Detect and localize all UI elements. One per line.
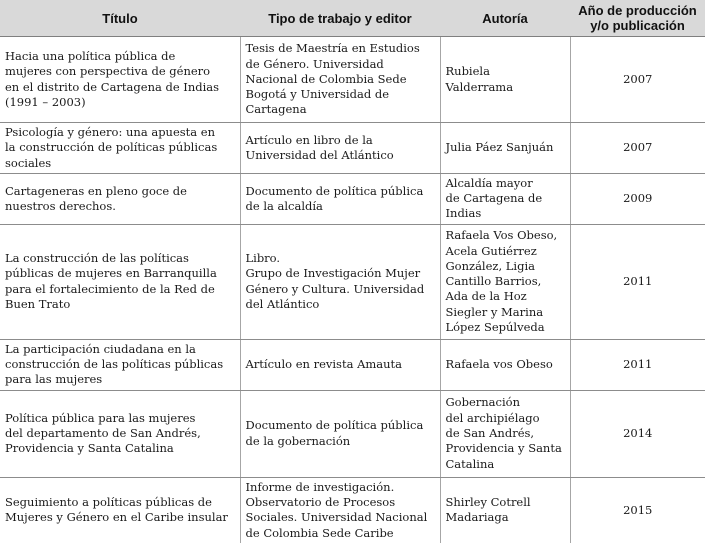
cell-anio: 2011 (570, 339, 705, 390)
table-row (0, 224, 705, 339)
cell-tipo: Tesis de Maestría en Estudios de Género. Universidad Nacional de Colombia Sede Bogotá y Universidad de Cartagena (240, 37, 440, 123)
cell-autoria: Rubiela Valderrama (440, 37, 570, 123)
cell-titulo: Seguimiento a políticas públicas de Mujeres y Género en el Caribe insular (0, 477, 240, 543)
cell-autoria: Julia Páez Sanjuán (440, 123, 570, 174)
cell-titulo: La participación ciudadana en la construcción de las políticas públicas para las mujeres (0, 339, 240, 390)
cell-titulo: La construcción de las políticas públicas de mujeres en Barranquilla para el fortalecimiento de la Red de Buen Trato (0, 224, 240, 339)
cell-tipo: Documento de política pública de la alcaldía (240, 173, 440, 224)
cell-anio: 2007 (570, 37, 705, 123)
table-row (0, 339, 705, 390)
table-row (0, 477, 705, 543)
header-tipo: Tipo de trabajo y editor (240, 0, 440, 37)
cell-tipo: Artículo en libro de la Universidad del Atlántico (240, 123, 440, 174)
cell-titulo: Cartageneras en pleno goce de nuestros derechos. (0, 173, 240, 224)
cell-autoria: Shirley Cotrell Madariaga (440, 477, 570, 543)
table-row (0, 37, 705, 123)
header-anio: Año de producción y/o publicación (570, 0, 705, 37)
table-row (0, 123, 705, 174)
cell-anio: 2015 (623, 502, 653, 517)
cell-anio: 2007 (570, 123, 705, 174)
cell-tipo: Documento de política pública de la gobernación (240, 390, 440, 477)
cell-autoria: Gobernación del archipiélago de San Andrés, Providencia y Santa Catalina (440, 390, 570, 477)
cell-titulo: Política pública para las mujeres del departamento de San Andrés, Providencia y Santa Catalina (0, 390, 240, 477)
cell-anio: 2009 (570, 173, 705, 224)
cell-titulo: Psicología y género: una apuesta en la construcción de políticas públicas sociales (0, 123, 240, 174)
header-titulo: Título (0, 0, 240, 37)
cell-tipo: Libro. Grupo de Investigación Mujer Género y Cultura. Universidad del Atlántico (240, 224, 440, 339)
cell-anio: 2014 (570, 390, 705, 477)
cell-tipo: Artículo en revista Amauta (240, 339, 440, 390)
table-row (0, 390, 705, 477)
cell-titulo: Hacia una política pública de mujeres con perspectiva de género en el distrito de Cartagena de Indias (1991 – 2003) (0, 37, 240, 123)
table-row (0, 173, 705, 224)
cell-autoria: Alcaldía mayor de Cartagena de Indias (440, 173, 570, 224)
cell-tipo: Informe de investigación. Observatorio de Procesos Sociales. Universidad Nacional de Colombia Sede Caribe (240, 477, 440, 543)
table-header-row (0, 0, 705, 37)
cell-anio: 2011 (570, 224, 705, 339)
cell-autoria: Rafaela vos Obeso (440, 339, 570, 390)
cell-autoria: Rafaela Vos Obeso, Acela Gutiérrez González, Ligia Cantillo Barrios, Ada de la Hoz Siegler y Marina López Sepúlveda (440, 224, 570, 339)
header-autoria: Autoría (440, 0, 570, 37)
